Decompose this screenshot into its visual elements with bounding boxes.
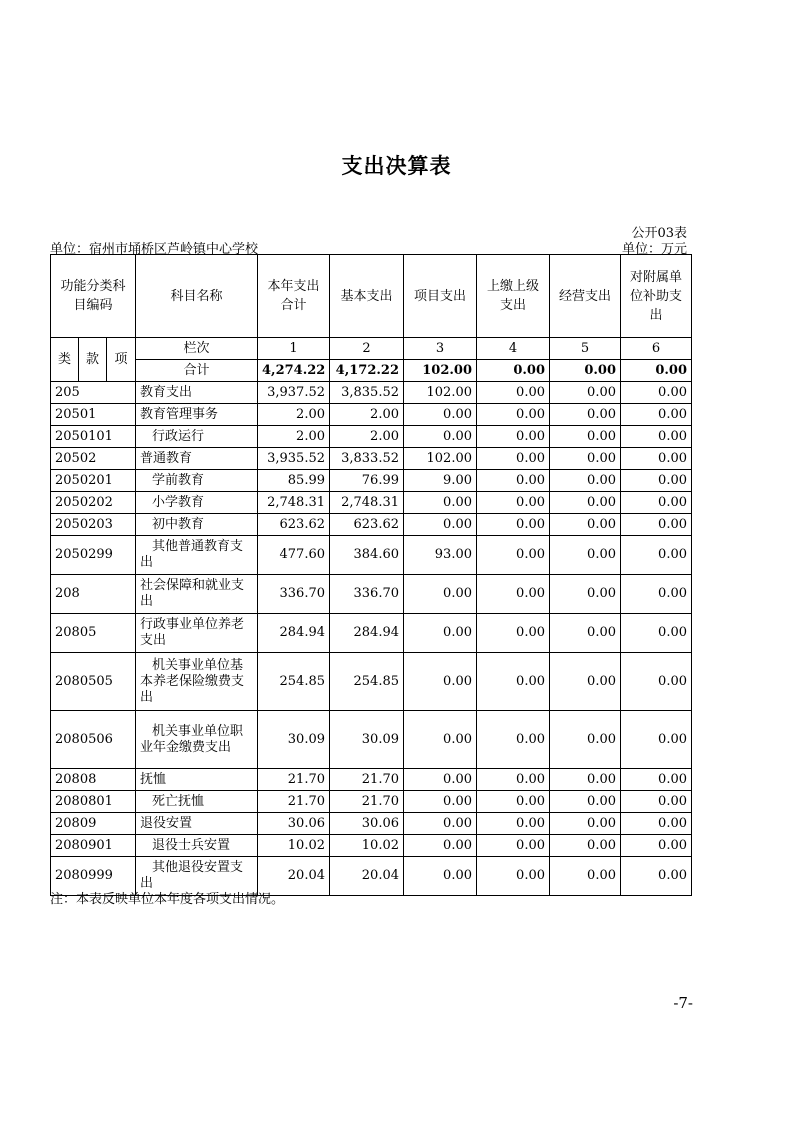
row-value: 0.00 — [477, 382, 550, 404]
table-row — [51, 492, 692, 514]
total-row — [51, 360, 692, 382]
row-value: 102.00 — [404, 448, 477, 470]
row-value: 3,835.52 — [330, 382, 404, 404]
total-label: 合计 — [136, 360, 258, 382]
row-value: 85.99 — [258, 470, 330, 492]
row-code: 20502 — [51, 448, 136, 470]
table-row — [51, 426, 692, 448]
row-code: 2050202 — [51, 492, 136, 514]
row-value: 0.00 — [621, 404, 692, 426]
row-name — [136, 769, 258, 791]
row-value: 30.06 — [330, 813, 404, 835]
row-value: 0.00 — [621, 711, 692, 769]
row-value: 254.85 — [258, 653, 330, 711]
row-code: 208 — [51, 575, 136, 614]
row-value: 384.60 — [330, 536, 404, 575]
row-value: 76.99 — [330, 470, 404, 492]
row-name-text: 学前教育 — [152, 472, 205, 488]
row-code: 205 — [51, 382, 136, 404]
row-value: 0.00 — [621, 653, 692, 711]
row-name — [136, 492, 258, 514]
header-lei: 类 — [51, 338, 79, 382]
row-value: 0.00 — [621, 857, 692, 896]
row-name-text: 行政事业单位养老支出 — [140, 617, 245, 648]
form-code: 公开03表 — [631, 226, 687, 241]
row-name-text: 普通教育 — [140, 450, 193, 466]
row-value: 0.00 — [477, 470, 550, 492]
total-cell: 102.00 — [404, 360, 477, 382]
col-num: 3 — [404, 338, 477, 360]
row-value: 2.00 — [330, 426, 404, 448]
row-value: 0.00 — [404, 575, 477, 614]
row-value: 0.00 — [404, 857, 477, 896]
row-value: 3,937.52 — [258, 382, 330, 404]
row-value: 0.00 — [550, 711, 621, 769]
col-num: 4 — [477, 338, 550, 360]
row-value: 2.00 — [258, 404, 330, 426]
header-subsidy: 对附属单位补助支出 — [621, 255, 692, 338]
row-value: 284.94 — [330, 614, 404, 653]
row-value: 0.00 — [477, 857, 550, 896]
row-value: 0.00 — [621, 492, 692, 514]
table-row — [51, 404, 692, 426]
row-value: 0.00 — [477, 769, 550, 791]
row-value: 0.00 — [477, 791, 550, 813]
page-number: -7- — [673, 994, 693, 1012]
row-value: 0.00 — [550, 470, 621, 492]
table-note: 注：本表反映单位本年度各项支出情况。 — [50, 892, 285, 907]
header-code: 功能分类科目编码 — [51, 255, 136, 338]
table-row — [51, 791, 692, 813]
row-value: 0.00 — [621, 382, 692, 404]
row-name-text: 死亡抚恤 — [152, 793, 205, 809]
row-value: 0.00 — [550, 614, 621, 653]
table-row — [51, 614, 692, 653]
row-value: 0.00 — [404, 614, 477, 653]
header-kuan: 款 — [79, 338, 107, 382]
table-row — [51, 769, 692, 791]
row-value: 9.00 — [404, 470, 477, 492]
row-value: 0.00 — [477, 492, 550, 514]
row-name-text: 初中教育 — [152, 516, 205, 532]
col-num: 6 — [621, 338, 692, 360]
row-value: 0.00 — [477, 575, 550, 614]
row-value: 0.00 — [621, 514, 692, 536]
row-name — [136, 813, 258, 835]
header-lanci: 栏次 — [136, 338, 258, 360]
row-value: 0.00 — [550, 791, 621, 813]
row-value: 0.00 — [621, 575, 692, 614]
row-code: 20809 — [51, 813, 136, 835]
row-value: 0.00 — [404, 492, 477, 514]
row-value: 0.00 — [550, 404, 621, 426]
row-value: 0.00 — [621, 614, 692, 653]
total-cell: 0.00 — [550, 360, 621, 382]
row-name — [136, 791, 258, 813]
table-row — [51, 448, 692, 470]
row-name-text: 教育支出 — [140, 384, 193, 400]
row-value: 2.00 — [330, 404, 404, 426]
row-value: 0.00 — [477, 813, 550, 835]
row-value: 0.00 — [404, 791, 477, 813]
row-name — [136, 575, 258, 614]
table-row — [51, 711, 692, 769]
row-value: 0.00 — [550, 813, 621, 835]
header-xiang: 项 — [107, 338, 136, 382]
header-name: 科目名称 — [136, 255, 258, 338]
table-row — [51, 382, 692, 404]
row-value: 2,748.31 — [330, 492, 404, 514]
header-row — [51, 255, 692, 338]
row-value: 0.00 — [621, 536, 692, 575]
row-value: 0.00 — [550, 653, 621, 711]
row-name-text: 其他普通教育支出 — [140, 539, 244, 570]
row-name-text: 退役士兵安置 — [152, 837, 231, 853]
row-code: 2080505 — [51, 653, 136, 711]
row-name — [136, 653, 258, 711]
row-value: 284.94 — [258, 614, 330, 653]
row-name — [136, 470, 258, 492]
row-value: 30.09 — [330, 711, 404, 769]
row-value: 0.00 — [550, 536, 621, 575]
row-value: 623.62 — [330, 514, 404, 536]
row-value: 20.04 — [258, 857, 330, 896]
row-name-text: 行政运行 — [152, 428, 205, 444]
row-name — [136, 711, 258, 769]
row-value: 102.00 — [404, 382, 477, 404]
row-name — [136, 382, 258, 404]
row-value: 0.00 — [404, 769, 477, 791]
row-value: 0.00 — [621, 835, 692, 857]
row-value: 30.09 — [258, 711, 330, 769]
row-name-text: 机关事业单位职业年金缴费支出 — [140, 723, 244, 755]
row-value: 0.00 — [477, 536, 550, 575]
row-name-text: 小学教育 — [152, 494, 205, 510]
row-name-text: 机关事业单位基本养老保险缴费支出 — [140, 657, 245, 705]
row-value: 0.00 — [550, 575, 621, 614]
row-value: 0.00 — [404, 653, 477, 711]
row-code: 2050203 — [51, 514, 136, 536]
total-cell: 4,274.22 — [258, 360, 330, 382]
row-value: 0.00 — [550, 448, 621, 470]
row-value: 0.00 — [477, 711, 550, 769]
row-value: 0.00 — [621, 769, 692, 791]
table-row — [51, 575, 692, 614]
row-value: 0.00 — [550, 492, 621, 514]
row-value: 0.00 — [404, 835, 477, 857]
row-code: 2050201 — [51, 470, 136, 492]
row-value: 21.70 — [330, 791, 404, 813]
row-value: 336.70 — [330, 575, 404, 614]
row-code: 2080999 — [51, 857, 136, 896]
row-value: 0.00 — [621, 470, 692, 492]
row-code: 20808 — [51, 769, 136, 791]
row-value: 0.00 — [477, 426, 550, 448]
currency-unit: 单位：万元 — [621, 242, 687, 257]
row-value: 0.00 — [477, 514, 550, 536]
row-name-text: 教育管理事务 — [140, 406, 219, 422]
row-name — [136, 404, 258, 426]
row-value: 0.00 — [550, 857, 621, 896]
row-value: 0.00 — [477, 614, 550, 653]
row-name-text: 抚恤 — [140, 771, 167, 787]
row-name-text: 社会保障和就业支出 — [140, 578, 245, 609]
col-num: 2 — [330, 338, 404, 360]
row-value: 20.04 — [330, 857, 404, 896]
row-value: 10.02 — [258, 835, 330, 857]
row-code: 20805 — [51, 614, 136, 653]
row-value: 30.06 — [258, 813, 330, 835]
unit-name: 单位：宿州市埇桥区芦岭镇中心学校 — [50, 242, 259, 257]
row-value: 0.00 — [477, 448, 550, 470]
row-name-text: 退役安置 — [140, 815, 193, 831]
row-value: 21.70 — [330, 769, 404, 791]
table-row — [51, 470, 692, 492]
row-value: 0.00 — [621, 813, 692, 835]
row-name — [136, 426, 258, 448]
row-value: 0.00 — [477, 404, 550, 426]
row-code: 2080506 — [51, 711, 136, 769]
header-basic: 基本支出 — [330, 255, 404, 338]
row-value: 0.00 — [404, 514, 477, 536]
row-value: 336.70 — [258, 575, 330, 614]
row-value: 0.00 — [477, 835, 550, 857]
row-value: 0.00 — [550, 835, 621, 857]
table-row — [51, 835, 692, 857]
row-value: 0.00 — [404, 426, 477, 448]
table-row — [51, 514, 692, 536]
row-value: 0.00 — [404, 404, 477, 426]
col-num: 1 — [258, 338, 330, 360]
row-code: 2050299 — [51, 536, 136, 575]
row-value: 0.00 — [404, 813, 477, 835]
table-row — [51, 653, 692, 711]
total-cell: 0.00 — [477, 360, 550, 382]
page-title: 支出决算表 — [341, 154, 452, 178]
row-value: 93.00 — [404, 536, 477, 575]
row-value: 21.70 — [258, 791, 330, 813]
row-value: 2,748.31 — [258, 492, 330, 514]
row-value: 0.00 — [550, 514, 621, 536]
row-value: 0.00 — [550, 769, 621, 791]
row-value: 0.00 — [550, 382, 621, 404]
header-project: 项目支出 — [404, 255, 477, 338]
row-value: 623.62 — [258, 514, 330, 536]
row-value: 0.00 — [621, 448, 692, 470]
header-business: 经营支出 — [550, 255, 621, 338]
row-name — [136, 614, 258, 653]
row-value: 0.00 — [550, 426, 621, 448]
row-value: 0.00 — [621, 426, 692, 448]
table-row — [51, 813, 692, 835]
total-cell: 4,172.22 — [330, 360, 404, 382]
row-value: 477.60 — [258, 536, 330, 575]
row-value: 3,935.52 — [258, 448, 330, 470]
row-value: 10.02 — [330, 835, 404, 857]
header-total: 本年支出合计 — [258, 255, 330, 338]
row-name — [136, 835, 258, 857]
row-value: 0.00 — [621, 791, 692, 813]
row-code: 20501 — [51, 404, 136, 426]
row-code: 2080901 — [51, 835, 136, 857]
row-name — [136, 448, 258, 470]
row-code: 2080801 — [51, 791, 136, 813]
row-value: 3,833.52 — [330, 448, 404, 470]
table-row — [51, 536, 692, 575]
row-name — [136, 514, 258, 536]
row-value: 21.70 — [258, 769, 330, 791]
row-value: 254.85 — [330, 653, 404, 711]
row-value: 2.00 — [258, 426, 330, 448]
expenditure-table — [50, 254, 692, 896]
row-value: 0.00 — [404, 711, 477, 769]
header-upper: 上缴上级支出 — [477, 255, 550, 338]
col-num: 5 — [550, 338, 621, 360]
total-cell: 0.00 — [621, 360, 692, 382]
row-name — [136, 536, 258, 575]
column-number-row — [51, 338, 692, 360]
row-value: 0.00 — [477, 653, 550, 711]
row-code: 2050101 — [51, 426, 136, 448]
row-name-text: 其他退役安置支出 — [140, 860, 244, 891]
